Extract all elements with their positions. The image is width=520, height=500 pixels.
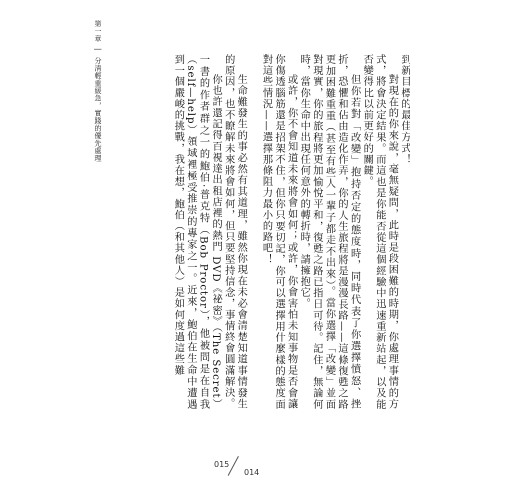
body-text [128, 54, 410, 410]
page-number-left: 015 [214, 460, 230, 469]
chapter-number: 第一章 [94, 20, 102, 43]
chapter-title: 分清輕重緩急，實踐的優先處理 [94, 56, 102, 162]
paragraph: 你也許還記得百視達出租店裡的熱門 DVD《祕密》（The Secret）一書的作者群之一的鮑伯·普克特（Bob Proctor），他被問是在自我（self—help）領域裡極受推崇的專家之一。近來，鮑伯在生命中遭遇到一個嚴峻的挑戰，我在想，鮑伯（和其他人）是如何度過這些難 [172, 54, 222, 410]
header-separator: | [94, 48, 102, 52]
paragraph: 生命難發生的事必然有其道理，雖然你現在未必會清楚知道事情發生的原因，也不瞭解未來將會如何，但只要堅持信念，事情終會圓滿解決。 [222, 54, 247, 410]
page-number-right: 014 [244, 468, 260, 477]
paragraph: 或許，你不會知道未來將會如何；或許，你會害怕未知事物是否會讓你傷透腦筋還是招架不住，但你只要切記，你可以選擇用什麼樣的態度面對這些情況——選擇那條阻力最小的路吧！ [260, 54, 297, 410]
paragraph: 但你若對「改變」抱持否定的態度時，同時代表了你選擇憤怒、挫折，恐懼和佔由造化作弄，你的人生旅程將是漫漫長路——這條復甦之路更加困難重重（甚至有些人一輩子都走不出來）。當你選擇「改變」並面對現實，你的旅程將更加愉悅平和，復甦之路已指日可待。記住，無論何時，當你生命中出現任何意外的轉折時，請擁抱它。 [298, 54, 360, 410]
paragraph: 到新目標的最佳方式！ [399, 54, 410, 165]
paragraph: 對現在的你來說，毫無疑問，此時是段困難的時期，你處理事情的方式，將會決定結果。而這也是你能否從這個經驗中迅速重新站起，以及能否變得比以前更好的關鍵。 [361, 54, 398, 410]
page-number-slash [228, 456, 239, 476]
running-header [94, 20, 102, 160]
page-numbers [214, 456, 284, 484]
